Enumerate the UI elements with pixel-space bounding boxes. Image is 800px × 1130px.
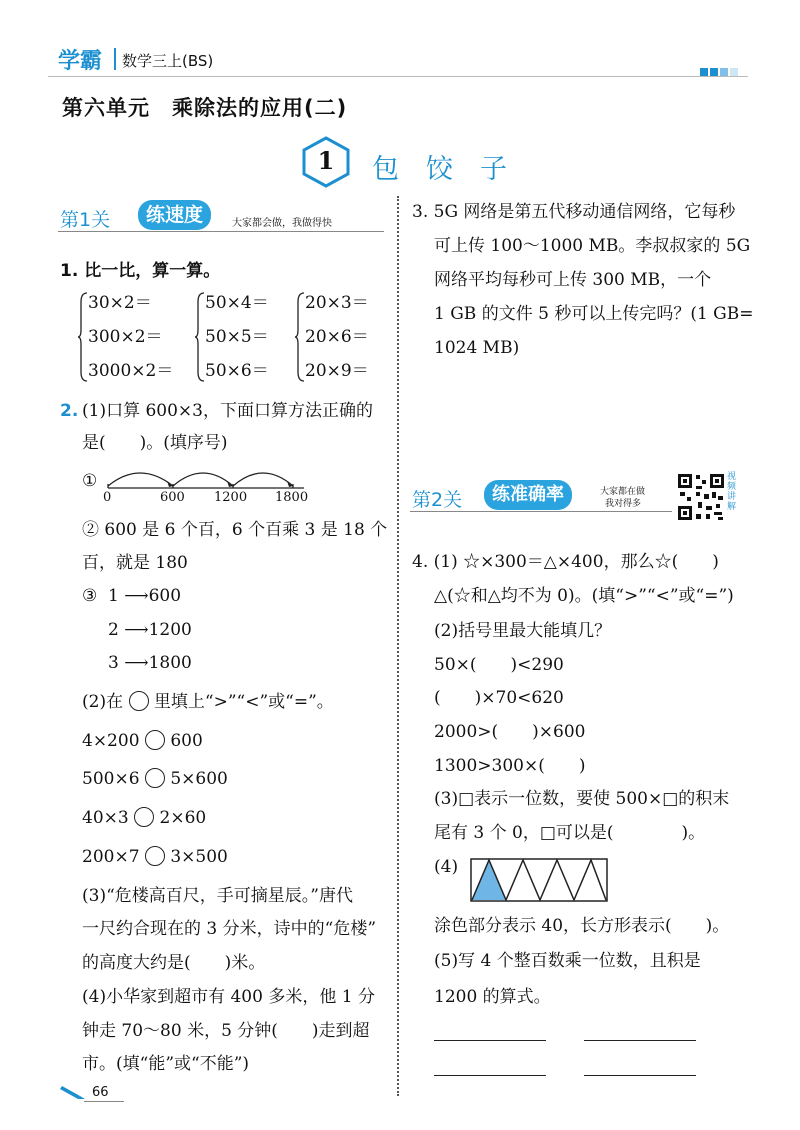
q4-part1-line2: △(☆和△均不为 0)。(填“>”“<”或“=”) bbox=[434, 586, 734, 606]
header-logo: 学霸 bbox=[58, 49, 103, 74]
column-divider bbox=[397, 196, 399, 1096]
q2-part1-line2: 是( )。(填序号) bbox=[82, 433, 228, 453]
q1-title: 1. 比一比，算一算。 bbox=[60, 261, 221, 281]
unit-title: 第六单元 乘除法的应用(二) bbox=[62, 96, 348, 120]
q3-line: 1 GB 的文件 5 秒可以上传完吗？(1 GB= bbox=[434, 304, 754, 324]
section2-slogan-line2: 我对得多 bbox=[605, 499, 642, 509]
answer-line[interactable] bbox=[434, 1040, 546, 1041]
section2-underline bbox=[410, 511, 672, 512]
qr-caption: 视频讲解 bbox=[727, 472, 737, 512]
q1-expr: 300×2＝ bbox=[88, 327, 163, 347]
q2-option2-line2: 百，就是 180 bbox=[82, 553, 188, 573]
section1-underline bbox=[58, 231, 384, 232]
q2-part4-line: 钟走 70～80 米，5 分钟( )走到超 bbox=[82, 1021, 370, 1041]
q4-part3-line2: 尾有 3 个 0，□可以是( )。 bbox=[434, 823, 706, 843]
number-line-tick-label: 0 bbox=[103, 490, 112, 505]
q1-expr: 50×5＝ bbox=[205, 327, 269, 347]
q3-line: 可上传 100～1000 MB。李叔叔家的 5G bbox=[434, 236, 751, 256]
compare-circle-icon[interactable] bbox=[145, 768, 165, 788]
section1-slogan: 大家都会做，我做得快 bbox=[232, 218, 332, 229]
lesson-number: 1 bbox=[317, 146, 335, 175]
answer-line[interactable] bbox=[584, 1040, 696, 1041]
q2-part4-line: 市。(填“能”或“不能”) bbox=[82, 1054, 250, 1074]
pencil-icon bbox=[60, 1084, 86, 1100]
q2-compare-row: 500×6 5×600 bbox=[82, 769, 228, 789]
q4-part5-line1: (5)写 4 个整百数乘一位数，且积是 bbox=[434, 951, 701, 971]
header-divider bbox=[114, 48, 116, 70]
answer-line[interactable] bbox=[434, 1075, 546, 1076]
q4-part5-line2: 1200 的算式。 bbox=[434, 987, 551, 1007]
q1-expr: 20×6＝ bbox=[305, 327, 369, 347]
q1-expr: 50×6＝ bbox=[205, 361, 269, 381]
q4-part2-title: (2)括号里最大能填几？ bbox=[434, 621, 612, 641]
q4-part2-row: ( )×70<620 bbox=[434, 688, 564, 708]
compare-circle-icon[interactable] bbox=[129, 691, 149, 711]
header-rule bbox=[48, 76, 748, 77]
q2-option3-row: 1 ⟶600 bbox=[108, 586, 182, 606]
page-number: 66 bbox=[92, 1085, 109, 1100]
qr-code-icon[interactable] bbox=[676, 472, 726, 522]
q1-brace-3 bbox=[295, 292, 305, 382]
q2-part3-line: (3)“危楼高百尺，手可摘星辰。”唐代 bbox=[82, 886, 353, 906]
number-line-tick-label: 1800 bbox=[275, 490, 309, 505]
q2-part2-prefix: (2)在 bbox=[82, 692, 124, 712]
header-book-title: 数学三上(BS) bbox=[122, 52, 214, 70]
section2-label: 第2关 bbox=[412, 489, 463, 511]
answer-line[interactable] bbox=[584, 1075, 696, 1076]
q2-option3-mark: ③ bbox=[82, 586, 98, 606]
compare-circle-icon[interactable] bbox=[145, 730, 165, 750]
q1-expr: 30×2＝ bbox=[88, 293, 152, 313]
q4-part2-row: 50×( )<290 bbox=[434, 655, 564, 675]
q3-line: 1024 MB) bbox=[434, 338, 520, 358]
section1-label: 第1关 bbox=[60, 209, 111, 231]
q3-line: 3. 5G 网络是第五代移动通信网络，它每秒 bbox=[412, 202, 736, 222]
number-line-tick-label: 1200 bbox=[214, 490, 248, 505]
q2-compare-row: 40×3 2×60 bbox=[82, 808, 207, 828]
q2-compare-row: 200×7 3×500 bbox=[82, 847, 228, 867]
section1-badge: 练速度 bbox=[138, 200, 211, 230]
q2-option3-row: 3 ⟶1800 bbox=[108, 653, 192, 673]
q2-compare-row: 4×200 600 bbox=[82, 731, 203, 751]
q4-part3-line1: (3)□表示一位数，要使 500×□的积末 bbox=[434, 789, 730, 809]
q1-brace-1 bbox=[78, 292, 88, 382]
q2-part1-line1: (1)口算 600×3，下面口算方法正确的 bbox=[82, 401, 373, 421]
footer-rule bbox=[84, 1101, 124, 1102]
q2-option1-mark: ① bbox=[82, 471, 98, 491]
section2-slogan-line1: 大家都在做 bbox=[600, 487, 646, 497]
q2-part2-suffix: 里填上“>”“<”或“=”。 bbox=[153, 692, 334, 712]
compare-circle-icon[interactable] bbox=[134, 807, 154, 827]
section2-badge: 练准确率 bbox=[484, 480, 572, 510]
q2-part4-line: (4)小华家到超市有 400 多米，他 1 分 bbox=[82, 987, 375, 1007]
q1-expr: 20×9＝ bbox=[305, 361, 369, 381]
q1-expr: 50×4＝ bbox=[205, 293, 269, 313]
q2-part2-instruction bbox=[82, 691, 334, 712]
q4-part1-line1: 4. (1) ☆×300＝△×400，那么☆( ) bbox=[412, 552, 719, 572]
header-decoration-blocks bbox=[700, 61, 738, 80]
q1-expr: 20×3＝ bbox=[305, 293, 369, 313]
number-line-diagram bbox=[104, 462, 314, 492]
q2-option3-row: 2 ⟶1200 bbox=[108, 620, 192, 640]
q4-part4-label: (4) bbox=[434, 857, 459, 877]
q1-expr: 3000×2＝ bbox=[88, 361, 174, 381]
q2-part3-line: 一尺约合现在的 3 分米，诗中的“危楼” bbox=[82, 919, 377, 939]
q4-part4-text: 涂色部分表示 40，长方形表示( )。 bbox=[434, 916, 730, 936]
q4-part2-row: 1300>300×( ) bbox=[434, 756, 586, 776]
q4-part2-row: 2000>( )×600 bbox=[434, 722, 586, 742]
q1-brace-2 bbox=[195, 292, 205, 382]
q3-line: 网络平均每秒可上传 300 MB，一个 bbox=[434, 270, 712, 290]
lesson-title: 包 饺 子 bbox=[372, 154, 507, 185]
q2-option2-line1: ② 600 是 6 个百，6 个百乘 3 是 18 个 bbox=[82, 520, 388, 540]
q2-number: 2. bbox=[60, 401, 79, 421]
q2-part3-line: 的高度大约是( )米。 bbox=[82, 953, 266, 973]
compare-circle-icon[interactable] bbox=[145, 846, 165, 866]
number-line-tick-label: 600 bbox=[160, 490, 185, 505]
triangle-rectangle-diagram bbox=[470, 858, 610, 902]
